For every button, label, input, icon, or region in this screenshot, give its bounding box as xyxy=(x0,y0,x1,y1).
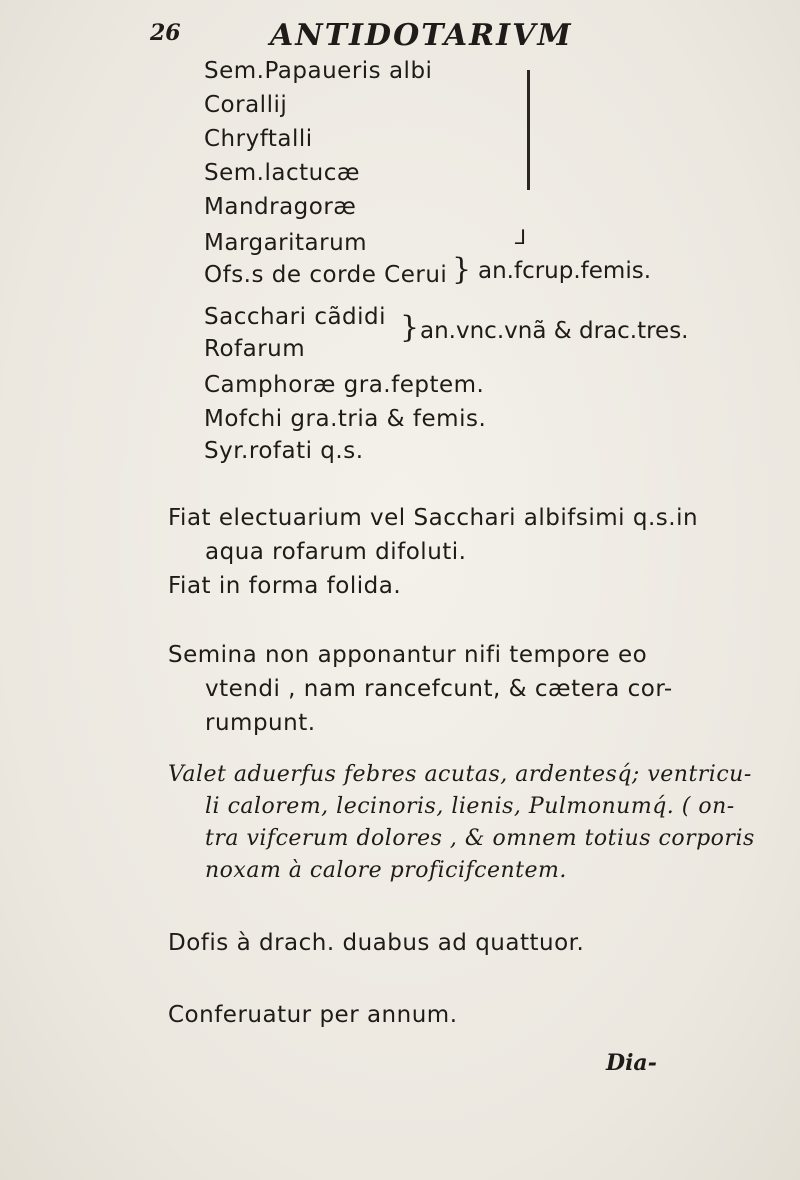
text-line: vtendi , nam rancefcunt, & cætera cor- xyxy=(205,676,673,702)
catchword: Dia- xyxy=(606,1050,657,1076)
bracket-bar xyxy=(527,70,530,190)
italic-text-line: Valet aduerfus febres acutas, ardentesq́; ventricu- xyxy=(168,762,752,787)
ingredient-line: Camphoræ gra.feptem. xyxy=(204,372,485,398)
ingredient-line: Mandragoræ xyxy=(204,194,357,220)
page-number: 26 xyxy=(150,20,181,46)
text-line: Dofis à drach. duabus ad quattuor. xyxy=(168,930,585,956)
ingredient-line: Ofs.s de corde Cerui xyxy=(204,262,448,288)
brace-mark: } xyxy=(400,310,420,345)
ingredient-line: Sem.Papaueris albi xyxy=(204,58,433,84)
running-title: ANTIDOTARIVM xyxy=(270,18,573,53)
italic-text-line: noxam à calore proficifcentem. xyxy=(205,858,567,883)
text-line: Fiat electuarium vel Sacchari albifsimi q.s.in xyxy=(168,505,699,531)
text-line: rumpunt. xyxy=(205,710,316,736)
ingredient-line: Mofchi gra.tria & femis. xyxy=(204,406,487,432)
italic-text-line: li calorem, lecinoris, lienis, Pulmonumq́. ( on- xyxy=(205,794,735,819)
dose-group-2: an.vnc.vnã & drac.tres. xyxy=(420,318,689,344)
ingredient-line: Sacchari cãdidi xyxy=(204,304,387,330)
ingredient-line: Syr.rofati q.s. xyxy=(204,438,364,464)
dose-group-1: an.fcrup.femis. xyxy=(478,258,652,284)
ingredient-line: Rofarum xyxy=(204,336,306,362)
text-line: Conferuatur per annum. xyxy=(168,1002,458,1028)
text-line: Fiat in forma folida. xyxy=(168,573,402,599)
brace-mark: } xyxy=(452,252,472,287)
ingredient-line: Sem.lactucæ xyxy=(204,160,360,186)
bracket-hook-mark: ⅃ xyxy=(515,225,527,249)
text-line: Semina non apponantur nifi tempore eo xyxy=(168,642,648,668)
ingredient-line: Chryftalli xyxy=(204,126,313,152)
ingredient-line: Margaritarum xyxy=(204,230,368,256)
italic-text-line: tra vifcerum dolores , & omnem totius corporis xyxy=(205,826,755,851)
ingredient-line: Corallij xyxy=(204,92,288,118)
text-line: aqua rofarum difoluti. xyxy=(205,539,467,565)
